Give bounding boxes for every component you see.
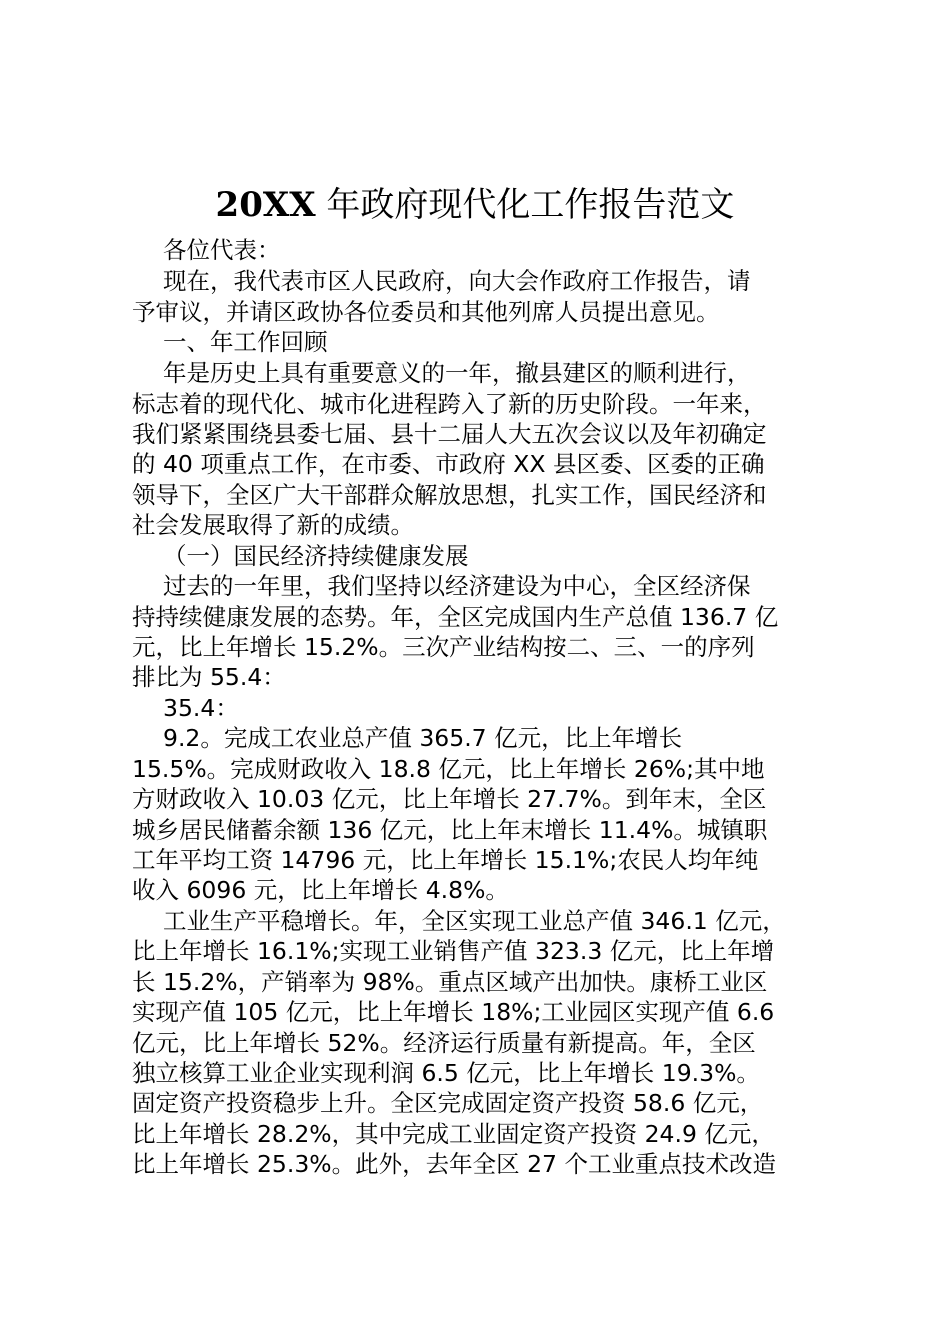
paragraph-line: 35.4： (163, 694, 239, 722)
paragraph-line: 固定资产投资稳步上升。全区完成固定资产投资 58.6 亿元， (132, 1089, 764, 1117)
paragraph-line: 持持续健康发展的态势。年，全区完成国内生产总值 136.7 亿 (132, 603, 779, 631)
paragraph-line: 元，比上年增长 15.2%。三次产业结构按二、三、一的序列 (132, 633, 755, 661)
paragraph-line: 长 15.2%，产销率为 98%。重点区域产出加快。康桥工业区 (132, 968, 768, 996)
paragraph-line: 15.5%。完成财政收入 18.8 亿元，比上年增长 26%;其中地 (132, 755, 765, 783)
paragraph-line: 收入 6096 元，比上年增长 4.8%。 (132, 876, 509, 904)
subsection-heading: （一）国民经济持续健康发展 (163, 542, 469, 570)
paragraph-line: 比上年增长 25.3%。此外，去年全区 27 个工业重点技术改造 (132, 1150, 776, 1178)
paragraph-line: 领导下，全区广大干部群众解放思想，扎实工作，国民经济和 (132, 481, 767, 509)
paragraph-line: 社会发展取得了新的成绩。 (132, 511, 414, 539)
paragraph-line: 亿元，比上年增长 52%。经济运行质量有新提高。年，全区 (132, 1029, 756, 1057)
section-heading: 一、年工作回顾 (163, 328, 328, 356)
paragraph-line: 比上年增长 16.1%;实现工业销售产值 323.3 亿元，比上年增 (132, 937, 775, 965)
paragraph-line: 比上年增长 28.2%，其中完成工业固定资产投资 24.9 亿元， (132, 1120, 775, 1148)
paragraph-line: 标志着的现代化、城市化进程跨入了新的历史阶段。一年来， (132, 390, 767, 418)
paragraph-line: 的 40 项重点工作，在市委、市政府 XX 县区委、区委的正确 (132, 450, 765, 478)
salutation: 各位代表： (163, 236, 281, 264)
paragraph-line: 过去的一年里，我们坚持以经济建设为中心，全区经济保 (163, 572, 751, 600)
paragraph-line: 工业生产平稳增长。年，全区实现工业总产值 346.1 亿元， (163, 907, 786, 935)
paragraph-line: 9.2。完成工农业总产值 365.7 亿元，比上年增长 (163, 724, 683, 752)
paragraph-line: 现在，我代表市区人民政府，向大会作政府工作报告，请 (163, 267, 751, 295)
paragraph-line: 排比为 55.4： (132, 663, 286, 691)
title-year: 20XX (215, 185, 316, 225)
paragraph-line: 我们紧紧围绕县委七届、县十二届人大五次会议以及年初确定 (132, 420, 767, 448)
title-text: 年政府现代化工作报告范文 (315, 185, 735, 225)
paragraph-line: 予审议，并请区政协各位委员和其他列席人员提出意见。 (132, 298, 720, 326)
paragraph-line: 方财政收入 10.03 亿元，比上年增长 27.7%。到年末，全区 (132, 785, 767, 813)
paragraph-line: 独立核算工业企业实现利润 6.5 亿元，比上年增长 19.3%。 (132, 1059, 760, 1087)
paragraph-line: 工年平均工资 14796 元，比上年增长 15.1%;农民人均年纯 (132, 846, 759, 874)
paragraph-line: 城乡居民储蓄余额 136 亿元，比上年末增长 11.4%。城镇职 (132, 816, 768, 844)
paragraph-line: 年是历史上具有重要意义的一年，撤县建区的顺利进行， (163, 359, 751, 387)
document-title (0, 182, 950, 228)
paragraph-line: 实现产值 105 亿元，比上年增长 18%;工业园区实现产值 6.6 (132, 998, 775, 1026)
